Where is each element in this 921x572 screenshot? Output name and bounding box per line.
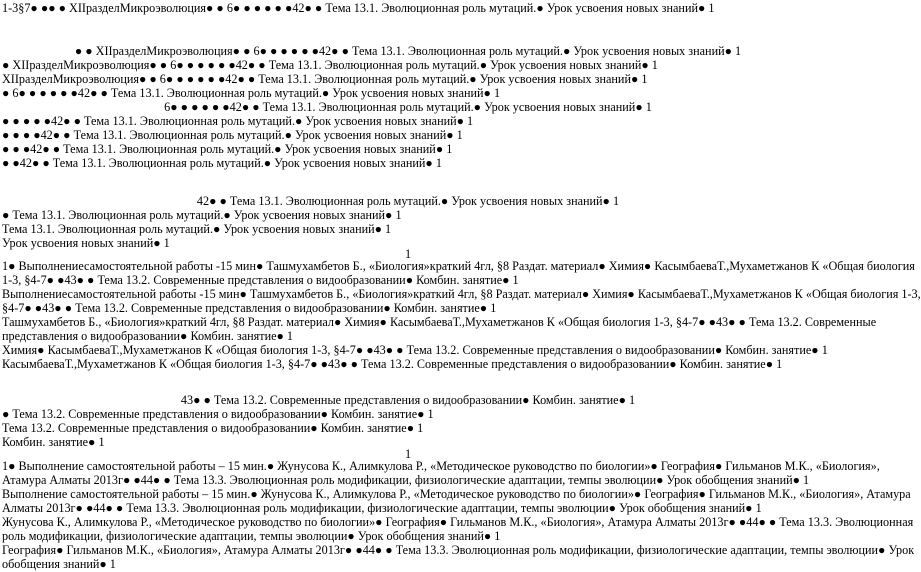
text-line: Комбин. занятие● 1 <box>2 435 105 449</box>
text-line: ● Тема 13.1. Эволюционная роль мутаций.● Урок усвоения новых знаний● 1 <box>2 208 402 222</box>
text-line: 1● Выполнение самостоятельной работы – 15 мин.● Жунусова К., Алимкулова Р., «Методическое руководство по биологии»● География● Гильманов М.К., «Биология», <box>2 459 880 473</box>
text-line: 1● Выполнениесамостоятельной работы -15 мин● Ташмухамбетов Б., «Биология»краткий 4гл, §8 Раздат. материал● Химия● КасымбаеваТ.,Мухаметжанов К «Общая биология <box>2 259 915 273</box>
text-line: ● 6● ● ● ● ● ●42● ● Тема 13.1. Эволюционная роль мутаций.● Урок усвоения новых знаний● 1 <box>2 86 501 100</box>
text-line: Тема 13.2. Современные представления о видообразовании● Комбин. занятие● 1 <box>2 421 424 435</box>
text-line: Ташмухамбетов Б., «Биология»краткий 4гл, §8 Раздат. материал● Химия● КасымбаеваТ.,Мухаметжанов К «Общая биология 1-3, §4-7● ●43● ● Тема 13.2. Современные <box>2 315 877 329</box>
text-line: ● ●42● ● Тема 13.1. Эволюционная роль мутаций.● Урок усвоения новых знаний● 1 <box>2 156 442 170</box>
text-line: 6● ● ● ● ● ●42● ● Тема 13.1. Эволюционная роль мутаций.● Урок усвоения новых знаний● 1 <box>164 100 652 114</box>
text-line: КасымбаеваТ.,Мухаметжанов К «Общая биология 1-3, §4-7● ●43● ● Тема 13.2. Современные представления о видообразовании● Комбин. занятие● 1 <box>2 357 783 371</box>
text-line: ● ● ● ● ●42● ● Тема 13.1. Эволюционная роль мутаций.● Урок усвоения новых знаний● 1 <box>2 114 474 128</box>
text-line: обобщения знаний● 1 <box>2 557 116 571</box>
text-line: 42● ● Тема 13.1. Эволюционная роль мутаций.● Урок усвоения новых знаний● 1 <box>196 194 620 208</box>
text-line: ● ● XIIразделМикроэволюция● ● 6● ● ● ● ● ●42● ● Тема 13.1. Эволюционная роль мутаций.● Урок усвоения новых знаний● 1 <box>74 44 742 58</box>
text-line: Урок усвоения новых знаний● 1 <box>2 236 170 250</box>
text-line: роль модификации, физиологические адаптации, темпы эволюции● Урок обобщения знаний● 1 <box>2 529 501 543</box>
text-line: ● ● ●42● ● Тема 13.1. Эволюционная роль мутаций.● Урок усвоения новых знаний● 1 <box>2 142 453 156</box>
text-line: Химия● КасымбаеваТ.,Мухаметжанов К «Общая биология 1-3, §4-7● ●43● ● Тема 13.2. Современные представления о видообразовании● Комбин. занятие● 1 <box>2 343 828 357</box>
text-line: 43● ● Тема 13.2. Современные представления о видообразовании● Комбин. занятие● 1 <box>180 393 636 407</box>
text-line: 1-3, §4-7● ●43● ● Тема 13.2. Современные представления о видообразовании● Комбин. занятие● 1 <box>2 273 519 287</box>
text-line: ● XIIразделМикроэволюция● ● 6● ● ● ● ● ●42● ● Тема 13.1. Эволюционная роль мутаций.● Урок усвоения новых знаний● 1 <box>2 58 658 72</box>
text-line: Атамура Алматы 2013г● ●44● ● Тема 13.3. Эволюционная роль модификации, физиологические адаптации, темпы эволюции● Урок обобщения знаний● 1 <box>2 473 810 487</box>
page-number: 1 <box>404 447 412 461</box>
text-line: География● Гильманов М.К., «Биология», Атамура Алматы 2013г● ●44● ● Тема 13.3. Эволюционная роль модификации, физиологические адаптации, темпы эволюции● Урок <box>2 543 915 557</box>
text-line: Тема 13.1. Эволюционная роль мутаций.● Урок усвоения новых знаний● 1 <box>2 222 392 236</box>
text-line: §4-7● ●43● ● Тема 13.2. Современные представления о видообразовании● Комбин. занятие● 1 <box>2 301 497 315</box>
text-line: Выполнениесамостоятельной работы -15 мин● Ташмухамбетов Б., «Биология»краткий 4гл, §8 Раздат. материал● Химия● КасымбаеваТ.,Мухаметжанов К «Общая биология 1-3, <box>2 287 921 301</box>
text-line: XIIразделМикроэволюция● ● 6● ● ● ● ● ●42● ● Тема 13.1. Эволюционная роль мутаций.● Урок усвоения новых знаний● 1 <box>2 72 648 86</box>
text-line: ● Тема 13.2. Современные представления о видообразовании● Комбин. занятие● 1 <box>2 407 434 421</box>
text-line: Жунусова К., Алимкулова Р., «Методическое руководство по биологии»● География● Гильманов М.К., «Биология», Атамура Алматы 2013г● ●44● ● Тема 13.3. Эволюционная <box>2 515 914 529</box>
text-line: 1-3§7● ●● ● XIIразделМикроэволюция● ● 6● ● ● ● ● ●42● ● Тема 13.1. Эволюционная роль мутаций.● Урок усвоения новых знаний● 1 <box>2 1 715 15</box>
text-line: Алматы 2013г● ●44● ● Тема 13.3. Эволюционная роль модификации, физиологические адаптации, темпы эволюции● Урок обобщения знаний● 1 <box>2 501 762 515</box>
text-line: Выполнение самостоятельной работы – 15 мин.● Жунусова К., Алимкулова Р., «Методическое руководство по биологии»● География● Гильманов М.К., «Биология», Атамура <box>2 487 911 501</box>
text-line: представления о видообразовании● Комбин. занятие● 1 <box>2 329 294 343</box>
page-number: 1 <box>404 247 412 261</box>
text-line: ● ● ● ●42● ● Тема 13.1. Эволюционная роль мутаций.● Урок усвоения новых знаний● 1 <box>2 128 463 142</box>
